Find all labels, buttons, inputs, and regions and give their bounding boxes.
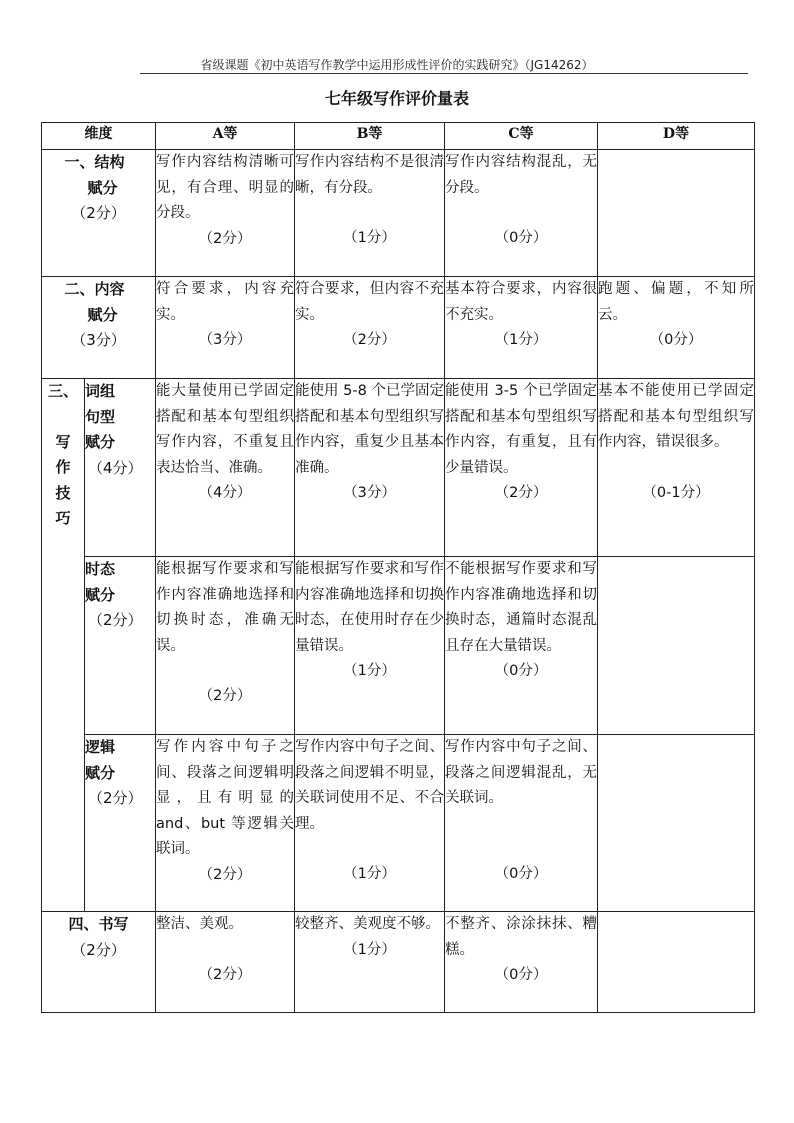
criterion-text: 写作内容结构不是很清晰，有分段。: [295, 154, 444, 196]
table-row-handwriting: [42, 912, 755, 1013]
subdimension-points: （2分）: [88, 611, 143, 629]
dimension-label: 一、结构: [64, 153, 125, 171]
dimension-points: （2分）: [71, 204, 126, 222]
logic-grade-c: [445, 735, 598, 912]
criterion-score: （1分）: [343, 941, 396, 958]
project-header: 省级课题《初中英语写作教学中运用形成性评价的实践研究》（JG14262）: [200, 58, 594, 72]
column-header-d: D等: [598, 123, 755, 150]
criterion-score: （2分）: [494, 485, 548, 501]
criterion-text: 较整齐、美观度不够。: [295, 916, 440, 932]
subdimension-tense: [85, 557, 156, 735]
dimension-handwriting: [42, 912, 156, 1013]
content-grade-c: [445, 277, 598, 379]
criterion-score: （1分）: [343, 866, 396, 882]
dimension-content: [42, 277, 156, 379]
criterion-text: 不整齐、涂涂抹抹、糟糕。: [445, 916, 597, 958]
dimension-label-char: 作: [55, 458, 71, 476]
dimension-sublabel: 赋分: [87, 305, 118, 324]
tense-grade-a: [156, 557, 295, 735]
criterion-text: 不能根据写作要求和写作内容准确地选择和切换时态，通篇时态混乱且存在大量错误。: [445, 561, 597, 654]
column-header-a: A等: [156, 123, 295, 150]
header-rule: [140, 73, 748, 74]
criterion-text: 能根据写作要求和写作内容准确地选择和切换时态，准确无误。: [156, 561, 294, 654]
criterion-text: 跑题、偏题，不知所云。: [598, 281, 754, 323]
column-header-c: C等: [445, 123, 598, 150]
subdimension-points: （2分）: [88, 789, 143, 807]
page-title: 七年级写作评价量表: [324, 89, 469, 108]
dimension-label-char: 巧: [55, 509, 71, 527]
criterion-text: 能大量使用已学固定搭配和基本句型组织写作内容，不重复且表达恰当、准确。: [156, 383, 294, 476]
subdimension-label: 赋分: [85, 763, 116, 782]
criterion-score: （4分）: [198, 485, 252, 501]
criterion-score: （2分）: [198, 966, 252, 983]
subdimension-label: 词组: [85, 382, 116, 400]
structure-grade-a: [156, 150, 295, 277]
criterion-text: 整洁、美观。: [156, 916, 243, 932]
table-header-row: [42, 123, 755, 150]
rubric-table: [41, 122, 755, 1013]
tense-grade-c: [445, 557, 598, 735]
table-row-structure: [42, 150, 755, 277]
handwriting-grade-c: [445, 912, 598, 1013]
handwriting-grade-b: [295, 912, 445, 1013]
dimension-structure: [42, 150, 156, 277]
structure-grade-d: [598, 150, 755, 277]
criterion-text: 写作内容中句子之间、段落之间逻辑明显，且有明显的 and、but 等逻辑关联词。: [156, 739, 294, 857]
criterion-text: 写作内容中句子之间、段落之间逻辑不明显，关联词使用不足、不合理。: [295, 739, 444, 832]
structure-grade-c: [445, 150, 598, 277]
criterion-score: （1分）: [343, 663, 396, 679]
criterion-score: （0分）: [494, 663, 548, 679]
handwriting-grade-d: [598, 912, 755, 1013]
tense-grade-d: [598, 557, 755, 735]
dimension-points: （2分）: [71, 940, 126, 959]
subdimension-logic: [85, 735, 156, 912]
criterion-score: （2分）: [198, 688, 252, 704]
label-spacer: [42, 405, 84, 430]
dimension-label-char: 三、: [47, 382, 78, 400]
tense-grade-b: [295, 557, 445, 735]
criterion-text: 写作内容结构清晰可见，有合理、明显的分段。: [156, 154, 294, 221]
phrases-grade-c: [445, 379, 598, 557]
content-grade-b: [295, 277, 445, 379]
column-header-b: B等: [295, 123, 445, 150]
column-header-dimension: 维度: [42, 123, 156, 150]
dimension-label: 四、书写: [68, 915, 129, 933]
dimension-label-char: 技: [55, 483, 71, 502]
criterion-text: 符合要求，内容充实。: [156, 281, 294, 323]
content-grade-a: [156, 277, 295, 379]
criterion-text: 写作内容结构混乱，无分段。: [445, 154, 597, 196]
criterion-score: （2分）: [343, 332, 396, 348]
criterion-text: 符合要求，但内容不充实。: [295, 281, 444, 323]
subdimension-label: 赋分: [85, 585, 116, 604]
criterion-score: （1分）: [343, 230, 396, 246]
criterion-score: （3分）: [198, 332, 252, 348]
criterion-text: 基本不能使用已学固定搭配和基本句型组织写作内容，错误很多。: [598, 383, 754, 450]
criterion-score: （1分）: [494, 332, 548, 348]
phrases-grade-d: [598, 379, 755, 557]
criterion-text: 能根据写作要求和写作内容准确地选择和切换时态，在使用时存在少量错误。: [295, 561, 444, 654]
subdimension-label: 逻辑: [85, 738, 116, 756]
table-row-content: [42, 277, 755, 379]
dimension-label: 二、内容: [64, 280, 125, 298]
criterion-score: （2分）: [198, 866, 252, 883]
criterion-score: （2分）: [198, 230, 252, 247]
criterion-score: （0分）: [494, 865, 548, 882]
content-grade-d: [598, 277, 755, 379]
table-row-logic: [42, 735, 755, 912]
dimension-sublabel: 赋分: [87, 178, 118, 197]
subdimension-phrases: [85, 379, 156, 557]
criterion-score: （3分）: [343, 485, 396, 501]
subdimension-label: 句型: [85, 407, 116, 426]
logic-grade-b: [295, 735, 445, 912]
dimension-writing-skills: [42, 379, 85, 912]
handwriting-grade-a: [156, 912, 295, 1013]
subdimension-label: 时态: [85, 560, 116, 578]
subdimension-label: 赋分: [85, 433, 116, 451]
criterion-score: （0分）: [494, 230, 548, 246]
structure-grade-b: [295, 150, 445, 277]
table-row-phrases: [42, 379, 755, 557]
criterion-text: 写作内容中句子之间、段落之间逻辑混乱，无关联词。: [445, 739, 597, 806]
table-row-tense: [42, 557, 755, 735]
subdimension-points: （4分）: [88, 458, 143, 477]
dimension-points: （3分）: [71, 331, 126, 349]
criterion-score: （0分）: [649, 332, 703, 348]
logic-grade-a: [156, 735, 295, 912]
criterion-score: （0分）: [494, 967, 548, 983]
dimension-label-char: 写: [55, 432, 71, 451]
criterion-text: 能使用 3-5 个已学固定搭配和基本句型组织写作内容，有重复，且有少量错误。: [445, 383, 597, 476]
criterion-text: 能使用 5-8 个已学固定搭配和基本句型组织写作内容，重复少且基本准确。: [295, 383, 444, 476]
criterion-score: （0-1分）: [642, 484, 710, 501]
logic-grade-d: [598, 735, 755, 912]
phrases-grade-b: [295, 379, 445, 557]
phrases-grade-a: [156, 379, 295, 557]
criterion-text: 基本符合要求，内容很不充实。: [445, 281, 597, 323]
